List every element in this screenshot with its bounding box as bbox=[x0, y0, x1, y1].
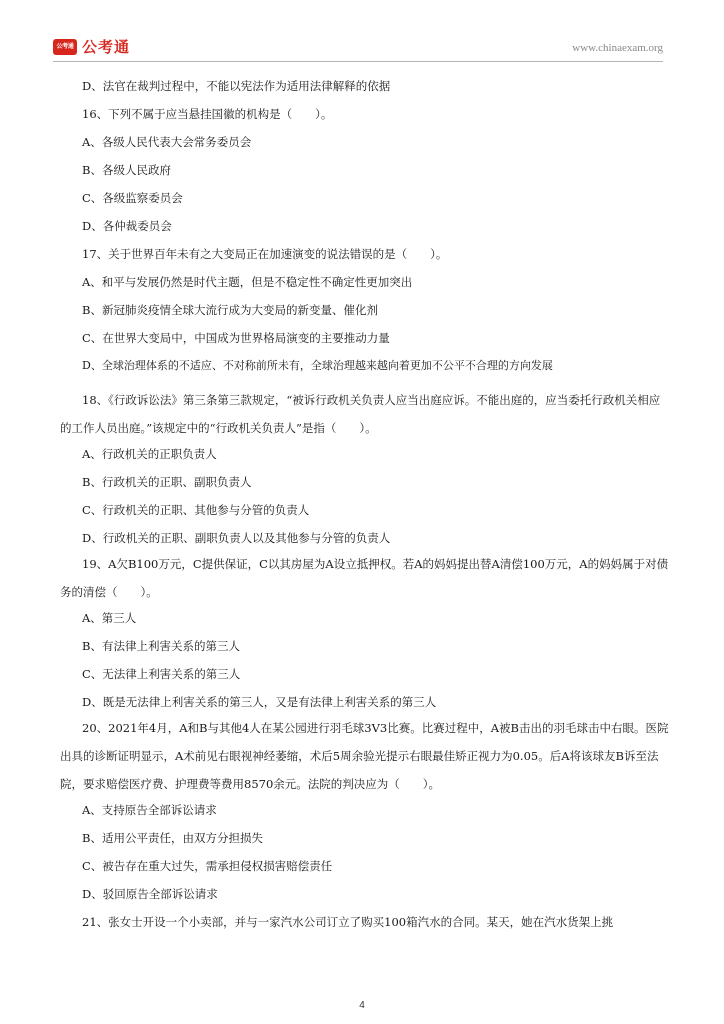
option-line: D、行政机关的正职、副职负责人以及其他参与分管的负责人 bbox=[82, 531, 391, 545]
option-line: D、各仲裁委员会 bbox=[82, 219, 172, 233]
page-header bbox=[53, 32, 663, 62]
question-16: 16、下列不属于应当悬挂国徽的机构是（ ）。 bbox=[82, 107, 333, 121]
site-url[interactable]: www.chinaexam.org bbox=[572, 42, 663, 54]
option-line: C、行政机关的正职、其他参与分管的负责人 bbox=[82, 503, 310, 517]
option-line: C、无法律上利害关系的第三人 bbox=[82, 667, 241, 681]
question-18: 18、《行政诉讼法》第三条第三款规定，“被诉行政机关负责人应当出庭应诉。不能出庭的，应当委托行政机关相应的工作人员出庭。”该规定中的“行政机关负责人”是指（ ）。 bbox=[60, 393, 661, 435]
document-body bbox=[60, 76, 670, 930]
option-line: A、行政机关的正职负责人 bbox=[82, 447, 217, 461]
question-19: 19、A欠B100万元，C提供保证，C以其房屋为A设立抵押权。若A的妈妈提出替A清偿100万元，A的妈妈属于对债务的清偿（ ）。 bbox=[60, 557, 669, 599]
logo-badge-icon: 公考通 bbox=[53, 39, 77, 55]
option-line: A、支持原告全部诉讼请求 bbox=[82, 803, 217, 817]
option-line: A、各级人民代表大会常务委员会 bbox=[82, 135, 252, 149]
option-line: D、既是无法律上利害关系的第三人，又是有法律上利害关系的第三人 bbox=[82, 695, 437, 709]
brand-logo[interactable] bbox=[53, 36, 130, 57]
logo-text: 公考通 bbox=[82, 38, 131, 56]
option-line: D、全球治理体系的不适应、不对称前所未有，全球治理越来越向着更加不公平不合理的方向发展 bbox=[82, 359, 553, 372]
option-line: C、各级监察委员会 bbox=[82, 191, 183, 205]
question-17: 17、关于世界百年未有之大变局正在加速演变的说法错误的是（ ）。 bbox=[82, 247, 448, 261]
header-divider bbox=[53, 61, 663, 62]
option-line: B、适用公平责任，由双方分担损失 bbox=[82, 831, 263, 845]
option-line: D、驳回原告全部诉讼请求 bbox=[82, 887, 218, 901]
page-number: 4 bbox=[359, 1000, 365, 1011]
option-line: B、新冠肺炎疫情全球大流行成为大变局的新变量、催化剂 bbox=[82, 303, 378, 317]
option-line: C、被告存在重大过失，需承担侵权损害赔偿责任 bbox=[82, 859, 333, 873]
option-line: D、法官在裁判过程中，不能以宪法作为适用法律解释的依据 bbox=[82, 79, 391, 93]
option-line: B、行政机关的正职、副职负责人 bbox=[82, 475, 252, 489]
question-21: 21、张女士开设一个小卖部，并与一家汽水公司订立了购买100箱汽水的合同。某天，她在汽水货架上挑 bbox=[82, 915, 614, 929]
option-line: A、和平与发展仍然是时代主题，但是不稳定性不确定性更加突出 bbox=[82, 275, 413, 289]
option-line: B、有法律上利害关系的第三人 bbox=[82, 639, 240, 653]
option-line: B、各级人民政府 bbox=[82, 163, 171, 177]
option-line: C、在世界大变局中，中国成为世界格局演变的主要推动力量 bbox=[82, 331, 390, 345]
question-20: 20、2021年4月，A和B与其他4人在某公园进行羽毛球3V3比赛。比赛过程中，A被B击出的羽毛球击中右眼。医院出具的诊断证明显示，A术前见右眼视神经萎缩，术后5周余验光提示右眼最佳矫正视力为0.05。后A将该球友B诉至法院，要求赔偿医疗费、护理费等费用8570余元。法院的判决应为（ ）。 bbox=[60, 721, 669, 791]
option-line: A、第三人 bbox=[82, 611, 137, 625]
